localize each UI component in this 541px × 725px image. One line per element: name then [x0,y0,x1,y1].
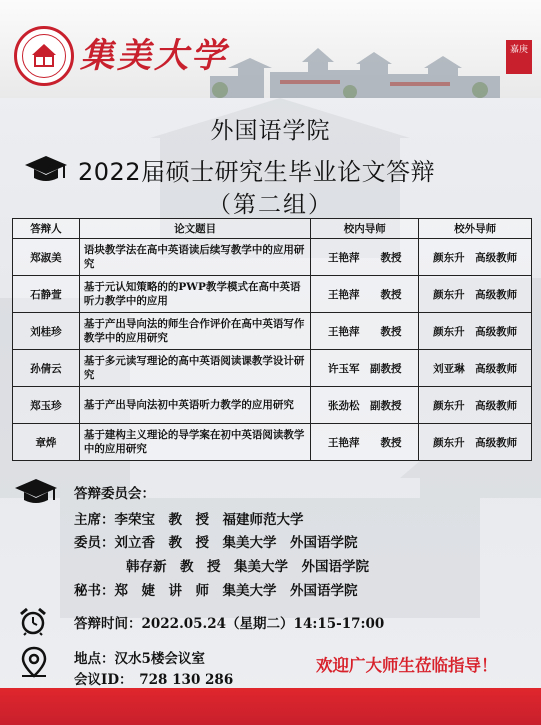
header-internal-advisor: 校内导师 [311,219,419,239]
external-advisor: 颜东升 高级教师 [419,239,532,276]
external-advisor: 颜东升 高级教师 [419,276,532,313]
committee-secretary: 秘书：郑 婕 讲 师 集美大学 外国语学院 [74,583,358,599]
defender-name: 章烨 [13,424,80,461]
college-title: 外国语学院 [210,118,331,144]
committee-member: 韩存新 教 授 集美大学 外国语学院 [126,559,369,575]
group-title: （第二组） [208,192,333,218]
alarm-clock-icon [18,606,48,636]
defender-name: 刘桂珍 [13,313,80,350]
internal-advisor: 王艳萍 教授 [311,424,419,461]
location-pin-icon [20,646,48,680]
external-advisor: 颜东升 高级教师 [419,313,532,350]
table-header-row [13,219,532,239]
internal-advisor: 王艳萍 教授 [311,239,419,276]
university-name-logo: 集美大学 [80,36,228,76]
defense-location: 地点：汉水5楼会议室 [74,651,205,667]
committee-member: 委员：刘立香 教 授 集美大学 外国语学院 [74,535,358,551]
table-row [13,313,532,350]
graduation-cap-icon [24,154,68,184]
external-advisor: 颜东升 高级教师 [419,424,532,461]
header-defender: 答辩人 [13,219,80,239]
table-row [13,239,532,276]
header-banner [0,0,541,98]
welcome-slogan: 欢迎广大师生莅临指导！ [316,656,498,675]
external-advisor: 颜东升 高级教师 [419,387,532,424]
internal-advisor: 王艳萍 教授 [311,313,419,350]
main-title-row [20,152,540,186]
footer-red-bar [0,688,541,725]
seal-emblem-icon [29,41,59,71]
thesis-topic: 基于元认知策略的的PWP教学模式在高中英语听力教学中的应用 [79,276,311,313]
defense-schedule-table [12,218,532,461]
committee-heading: 答辩委员会： [74,486,155,502]
committee-chair: 主席：李荣宝 教 授 福建师范大学 [74,512,304,528]
defender-name: 石静萱 [13,276,80,313]
meeting-id: 会议ID： 728 130 286 [74,672,234,688]
defense-time: 答辩时间：2022.05.24（星期二）14:15-17:00 [74,616,385,632]
thesis-topic: 基于建构主义理论的导学案在初中英语阅读教学中的应用研究 [79,424,311,461]
thesis-topic: 基于产出导向法初中英语听力教学的应用研究 [79,387,311,424]
thesis-topic: 基于多元读写理论的高中英语阅读课教学设计研究 [79,350,311,387]
table-row [13,350,532,387]
thesis-topic: 语块教学法在高中英语读后续写教学中的应用研究 [79,239,311,276]
internal-advisor: 许玉军 副教授 [311,350,419,387]
defender-name: 孙倩云 [13,350,80,387]
university-seal-logo [14,26,74,86]
red-stamp-seal: 嘉庚 [506,40,532,74]
table-row [13,387,532,424]
internal-advisor: 张劲松 副教授 [311,387,419,424]
campus-skyline-illustration [210,40,500,98]
graduation-cap-icon [14,478,58,506]
main-title: 2022届硕士研究生毕业论文答辩 [78,158,436,186]
external-advisor: 刘亚琳 高级教师 [419,350,532,387]
table-row [13,424,532,461]
header-external-advisor: 校外导师 [419,219,532,239]
table-row [13,276,532,313]
defender-name: 郑玉珍 [13,387,80,424]
internal-advisor: 王艳萍 教授 [311,276,419,313]
header-topic: 论文题目 [79,219,311,239]
thesis-topic: 基于产出导向法的师生合作评价在高中英语写作教学中的应用研究 [79,313,311,350]
title-block [0,112,541,218]
defender-name: 郑淑美 [13,239,80,276]
